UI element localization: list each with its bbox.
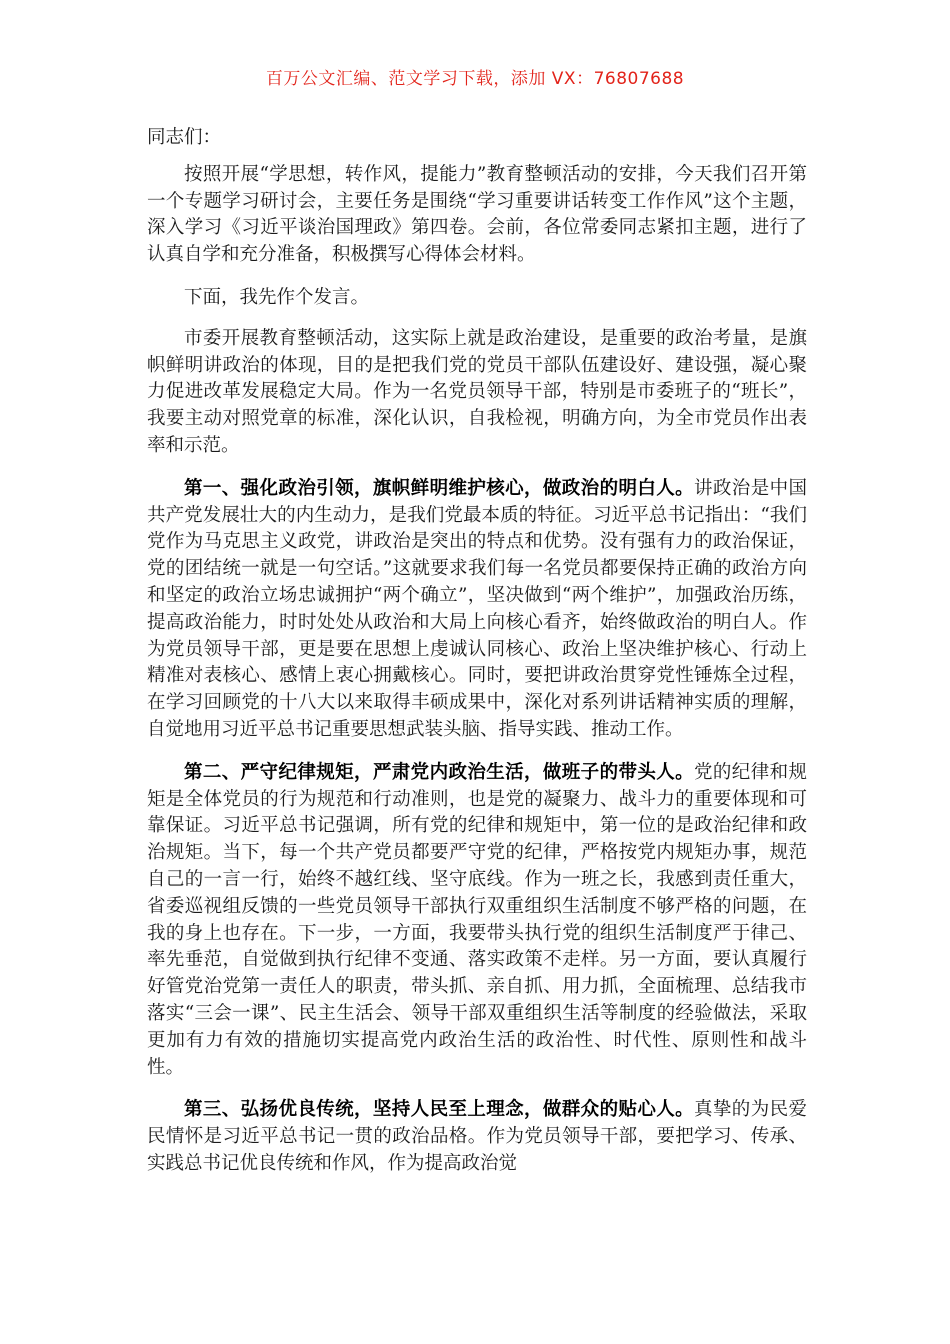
paragraph-text: 讲政治是中国共产党发展壮大的内生动力，是我们党最本质的特征。习近平总书记指出：“我们党作为马克思主义政党，讲政治是突出的特点和优势。没有强有力的政治保证，党的团结统一就是一句空话。”这就要求我们每一名党员都要保持正确的政治方向和坚定的政治立场忠诚拥护“两个确立”，坚决做到“两个维护”，加强政治历练，提高政治能力，时时处处从政治和大局上向核心看齐，始终做政治的明白人。作为党员领导干部，更是要在思想上虔诚认同核心、政治上坚决维护核心、行动上精准对表核心、感情上衷心拥戴核心。同时，要把讲政治贯穿党性锤炼全过程，在学习回顾党的十八大以来取得丰硕成果中，深化对系列讲话精神实质的理解，自觉地用习近平总书记重要思想武装头脑、指导实践、推动工作。: [147, 477, 807, 740]
paragraph-point-3: [147, 1097, 807, 1177]
paragraph-intro: [147, 162, 807, 269]
point-heading: 第二、严守纪律规矩，严肃党内政治生活，做班子的带头人。: [184, 761, 695, 783]
paragraph-point-1: [147, 476, 807, 744]
point-heading: 第三、弘扬优良传统，坚持人民至上理念，做群众的贴心人。: [184, 1099, 695, 1121]
paragraph-point-2: [147, 760, 807, 1082]
point-heading: 第一、强化政治引领，旗帜鲜明维护核心，做政治的明白人。: [184, 477, 695, 499]
paragraph-text: 下面，我先作个发言。: [184, 286, 370, 308]
salutation: 同志们：: [147, 127, 222, 148]
paragraph-text: 市委开展教育整顿活动，这实际上就是政治建设，是重要的政治考量，是旗帜鲜明讲政治的体现，目的是把我们党的党员干部队伍建设好、建设强，凝心聚力促进改革发展稳定大局。作为一名党员领导干部，特别是市委班子的“班长”，我要主动对照党章的标准，深化认识，自我检视，明确方向，为全市党员作出表率和示范。: [147, 327, 807, 456]
paragraph-text: 按照开展“学思想，转作风，提能力”教育整顿活动的安排，今天我们召开第一个专题学习研讨会，主要任务是围绕“学习重要讲话转变工作作风”这个主题，深入学习《习近平谈治国理政》第四卷。会前，各位常委同志紧扣主题，进行了认真自学和充分准备，积极撰写心得体会材料。: [147, 163, 807, 266]
paragraph-text: 真挚的为民爱民情怀是习近平总书记一贯的政治品格。作为党员领导干部，要把学习、传承、实践总书记优良传统和作风，作为提高政治觉: [147, 1099, 807, 1174]
paragraph-context: [147, 326, 807, 460]
document-body: [147, 125, 807, 1194]
header-banner: 百万公文汇编、范文学习下载，添加 VX：76807688: [265, 69, 685, 89]
paragraph-text: 党的纪律和规矩是全体党员的行为规范和行动准则，也是党的凝聚力、战斗力的重要体现和可靠保证。习近平总书记强调，所有党的纪律和规矩中，第一位的是政治纪律和政治规矩。当下，每一个共产党员都要严守党的纪律，严格按党内规矩办事，规范自己的一言一行，始终不越红线、坚守底线。作为一班之长，我感到责任重大，省委巡视组反馈的一些党员领导干部执行双重组织生活制度不够严格的问题，在我的身上也存在。下一步，一方面，我要带头执行党的组织生活制度严于律己、率先垂范，自觉做到执行纪律不变通、落实政策不走样。另一方面，要认真履行好管党治党第一责任人的职责，带头抓、亲自抓、用力抓，全面梳理、总结我市落实“三会一课”、民主生活会、领导干部双重组织生活等制度的经验做法，采取更加有力有效的措施切实提高党内政治生活的政治性、时代性、原则性和战斗性。: [147, 761, 807, 1078]
paragraph-transition: [147, 285, 807, 312]
